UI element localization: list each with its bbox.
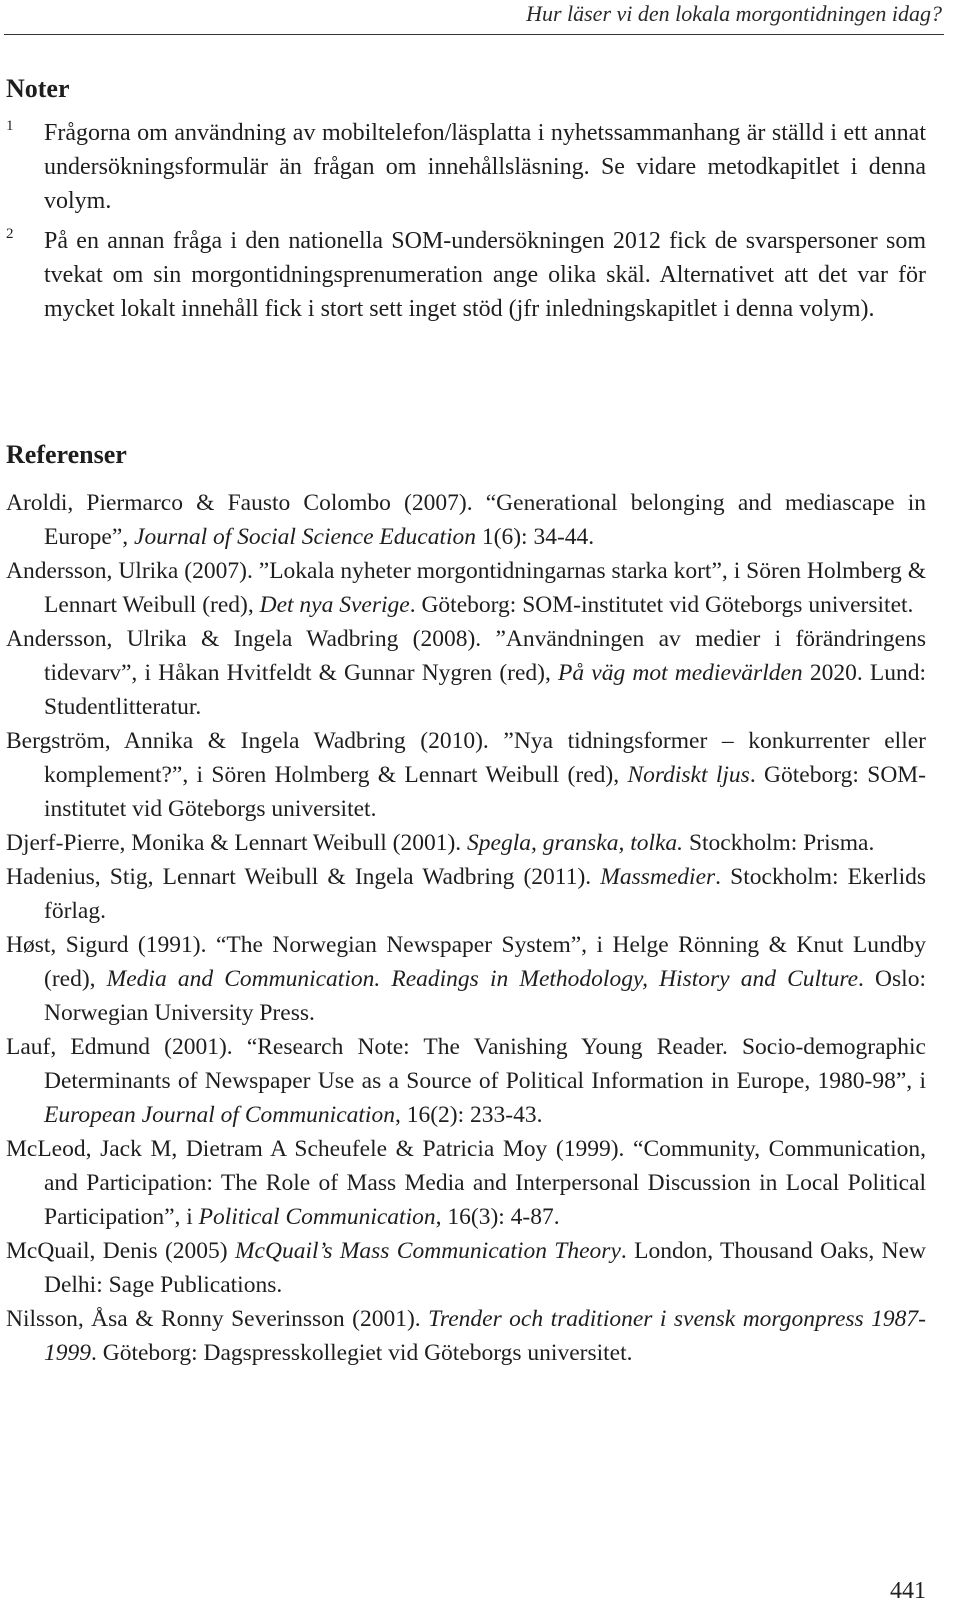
reference-text: Djerf-Pierre, Monika & Lennart Weibull (2001). — [6, 830, 468, 856]
reference-entry — [6, 1302, 926, 1370]
notes-heading: Noter — [6, 74, 70, 103]
reference-title: Trender och traditioner i svensk morgonpress 1987-1999 — [44, 1306, 927, 1366]
reference-entry — [6, 826, 926, 860]
reference-text: Aroldi, Piermarco & Fausto Colombo (2007). “Generational belonging and mediascape in Europe”, — [6, 490, 926, 550]
reference-text: Høst, Sigurd (1991). “The Norwegian Newspaper System”, i Helge Rönning & Knut Lundby (red), — [6, 932, 926, 992]
reference-title: Det nya Sverige — [259, 592, 410, 618]
reference-title: Media and Communication. Readings in Methodology, History and Culture — [106, 966, 859, 992]
reference-entry — [6, 1234, 926, 1302]
reference-entry — [6, 724, 926, 826]
reference-text: Andersson, Ulrika & Ingela Wadbring (2008). ”Användningen av medier i förändringens tidevarv”, i Håkan Hvitfeldt & Gunnar Nygren (red), — [6, 626, 926, 686]
running-head: Hur läser vi den lokala morgontidningen idag? — [526, 1, 942, 26]
reference-entry — [6, 860, 926, 928]
note-number: 1 — [6, 118, 14, 134]
reference-text: . Stockholm: Ekerlids förlag. — [44, 864, 926, 924]
reference-text: . Göteborg: SOM-institutet vid Göteborgs universitet. — [409, 592, 914, 618]
reference-title: McQuail’s Mass Communication Theory — [234, 1238, 621, 1264]
reference-text: Hadenius, Stig, Lennart Weibull & Ingela Wadbring (2011). — [6, 864, 601, 890]
header-rule — [4, 34, 944, 35]
reference-entry — [6, 622, 926, 724]
reference-title: Journal of Social Science Education — [134, 524, 477, 550]
reference-title: På väg mot medievärlden — [558, 660, 803, 686]
reference-entry — [6, 1030, 926, 1132]
note-text: Frågorna om användning av mobiltelefon/läsplatta i nyhetssammanhang är ställd i ett annat undersökningsformulär än frågan om innehållsläsning. Se vidare metodkapitlet i denna volym. — [44, 120, 926, 214]
reference-text: . Göteborg: SOM-institutet vid Göteborgs universitet. — [44, 762, 927, 822]
page-number: 441 — [890, 1578, 926, 1604]
reference-text: . London, Thousand Oaks, New Delhi: Sage Publications. — [44, 1238, 927, 1298]
reference-text: McLeod, Jack M, Dietram A Scheufele & Patricia Moy (1999). “Community, Communication, and Participation: The Role of Mass Media and Interpersonal Discussion in Local Political Participation”, i — [6, 1136, 926, 1230]
note-item — [6, 224, 926, 326]
notes-list — [6, 116, 926, 332]
reference-title: Political Communication — [198, 1204, 436, 1230]
reference-entry — [6, 928, 926, 1030]
reference-entry — [6, 1132, 926, 1234]
reference-text: Stockholm: Prisma. — [683, 830, 875, 856]
reference-text: . Göteborg: Dagspresskollegiet vid Göteborgs universitet. — [91, 1340, 633, 1366]
reference-title: Massmedier — [600, 864, 716, 890]
reference-text: 2020. Lund: Studentlitteratur. — [44, 660, 926, 720]
reference-text: . Oslo: Norwegian University Press. — [44, 966, 926, 1026]
references-heading: Referenser — [6, 440, 127, 469]
reference-title: European Journal of Communication — [44, 1102, 395, 1128]
reference-text: 1(6): 34-44. — [476, 524, 595, 550]
reference-text: Andersson, Ulrika (2007). ”Lokala nyheter morgontidningarnas starka kort”, i Sören Holmberg & Lennart Weibull (red), — [6, 558, 926, 618]
note-text: På en annan fråga i den nationella SOM-undersökningen 2012 fick de svarspersoner som tvekat om sin morgontidningsprenumeration ange olika skäl. Alternativet att det var för mycket lokalt innehåll fick i stort sett inget stöd (jfr inledningskapitlet i denna volym). — [44, 228, 926, 322]
reference-title: Spegla, granska, tolka. — [467, 830, 684, 856]
reference-text: , 16(2): 233-43. — [394, 1102, 543, 1128]
reference-entry — [6, 486, 926, 554]
reference-text: Nilsson, Åsa & Ronny Severinsson (2001). — [6, 1306, 429, 1332]
reference-text: , 16(3): 4-87. — [435, 1204, 560, 1230]
note-number: 2 — [6, 226, 14, 242]
reference-text: Bergström, Annika & Ingela Wadbring (2010). ”Nya tidningsformer – konkurrenter eller komplement?”, i Sören Holmberg & Lennart Weibull (red), — [6, 728, 926, 788]
reference-text: Lauf, Edmund (2001). “Research Note: The Vanishing Young Reader. Socio-demographic Determinants of Newspaper Use as a Source of Political Information in Europe, 1980-98”, i — [6, 1034, 926, 1094]
references-list — [6, 486, 926, 1370]
reference-text: McQuail, Denis (2005) — [6, 1238, 235, 1264]
reference-title: Nordiskt ljus — [627, 762, 750, 788]
note-item — [6, 116, 926, 218]
reference-entry — [6, 554, 926, 622]
